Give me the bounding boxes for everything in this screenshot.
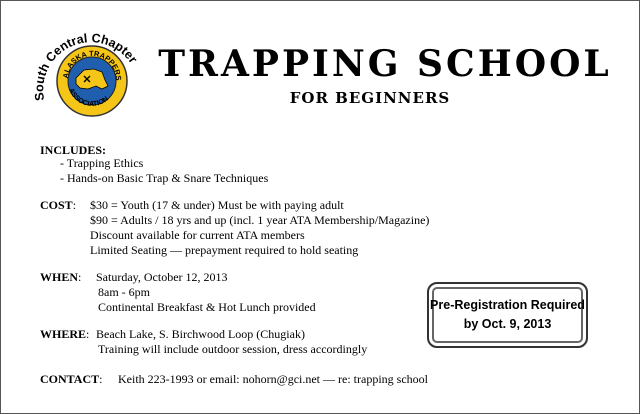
- where-heading: [40, 327, 89, 342]
- page-subtitle: FOR BEGINNERS: [289, 89, 451, 107]
- cost-heading: [40, 198, 76, 213]
- badge-line-1: Pre-Registration Required: [430, 298, 585, 312]
- logo-inner-top-text: ALASKA TRAPPERS: [60, 48, 124, 81]
- logo-inner-bottom-text: ASSOCIATION: [67, 87, 110, 109]
- when-separator: :: [78, 270, 82, 284]
- when-line: Continental Breakfast & Hot Lunch provided: [98, 300, 316, 314]
- cost-line: Discount available for current ATA members: [90, 228, 305, 242]
- when-heading: [40, 270, 81, 285]
- cost-separator: :: [72, 198, 77, 212]
- where-line: Beach Lake, S. Birchwood Loop (Chugiak): [96, 327, 305, 341]
- cost-label: COST: [40, 198, 73, 212]
- includes-item: - Trapping Ethics: [60, 156, 144, 170]
- where-separator: :: [86, 327, 90, 341]
- logo-outer-text: South Central Chapter: [32, 31, 141, 102]
- contact-text: Keith 223-1993 or email: nohorn@gci.net — re: trapping school: [118, 372, 428, 386]
- page-title: TRAPPING SCHOOL: [158, 43, 612, 85]
- cost-line: $30 = Youth (17 & under) Must be with paying adult: [90, 198, 344, 212]
- contact-heading: [40, 372, 102, 387]
- cost-line: $90 = Adults / 18 yrs and up (incl. 1 year ATA Membership/Magazine): [90, 213, 430, 227]
- contact-separator: :: [99, 372, 103, 386]
- includes-label: INCLUDES:: [40, 143, 107, 157]
- pre-registration-badge: [427, 282, 588, 348]
- where-line: Training will include outdoor session, dress accordingly: [98, 342, 368, 356]
- when-line: 8am - 6pm: [98, 285, 150, 299]
- contact-label: CONTACT: [40, 372, 100, 386]
- when-line: Saturday, October 12, 2013: [96, 270, 228, 284]
- includes-item: - Hands-on Basic Trap & Snare Techniques: [60, 171, 269, 185]
- when-label: WHEN: [40, 270, 79, 284]
- cost-line: Limited Seating — prepayment required to hold seating: [90, 243, 359, 257]
- association-logo: [18, 6, 158, 146]
- badge-line-2: by Oct. 9, 2013: [463, 317, 552, 331]
- where-label: WHERE: [40, 327, 87, 341]
